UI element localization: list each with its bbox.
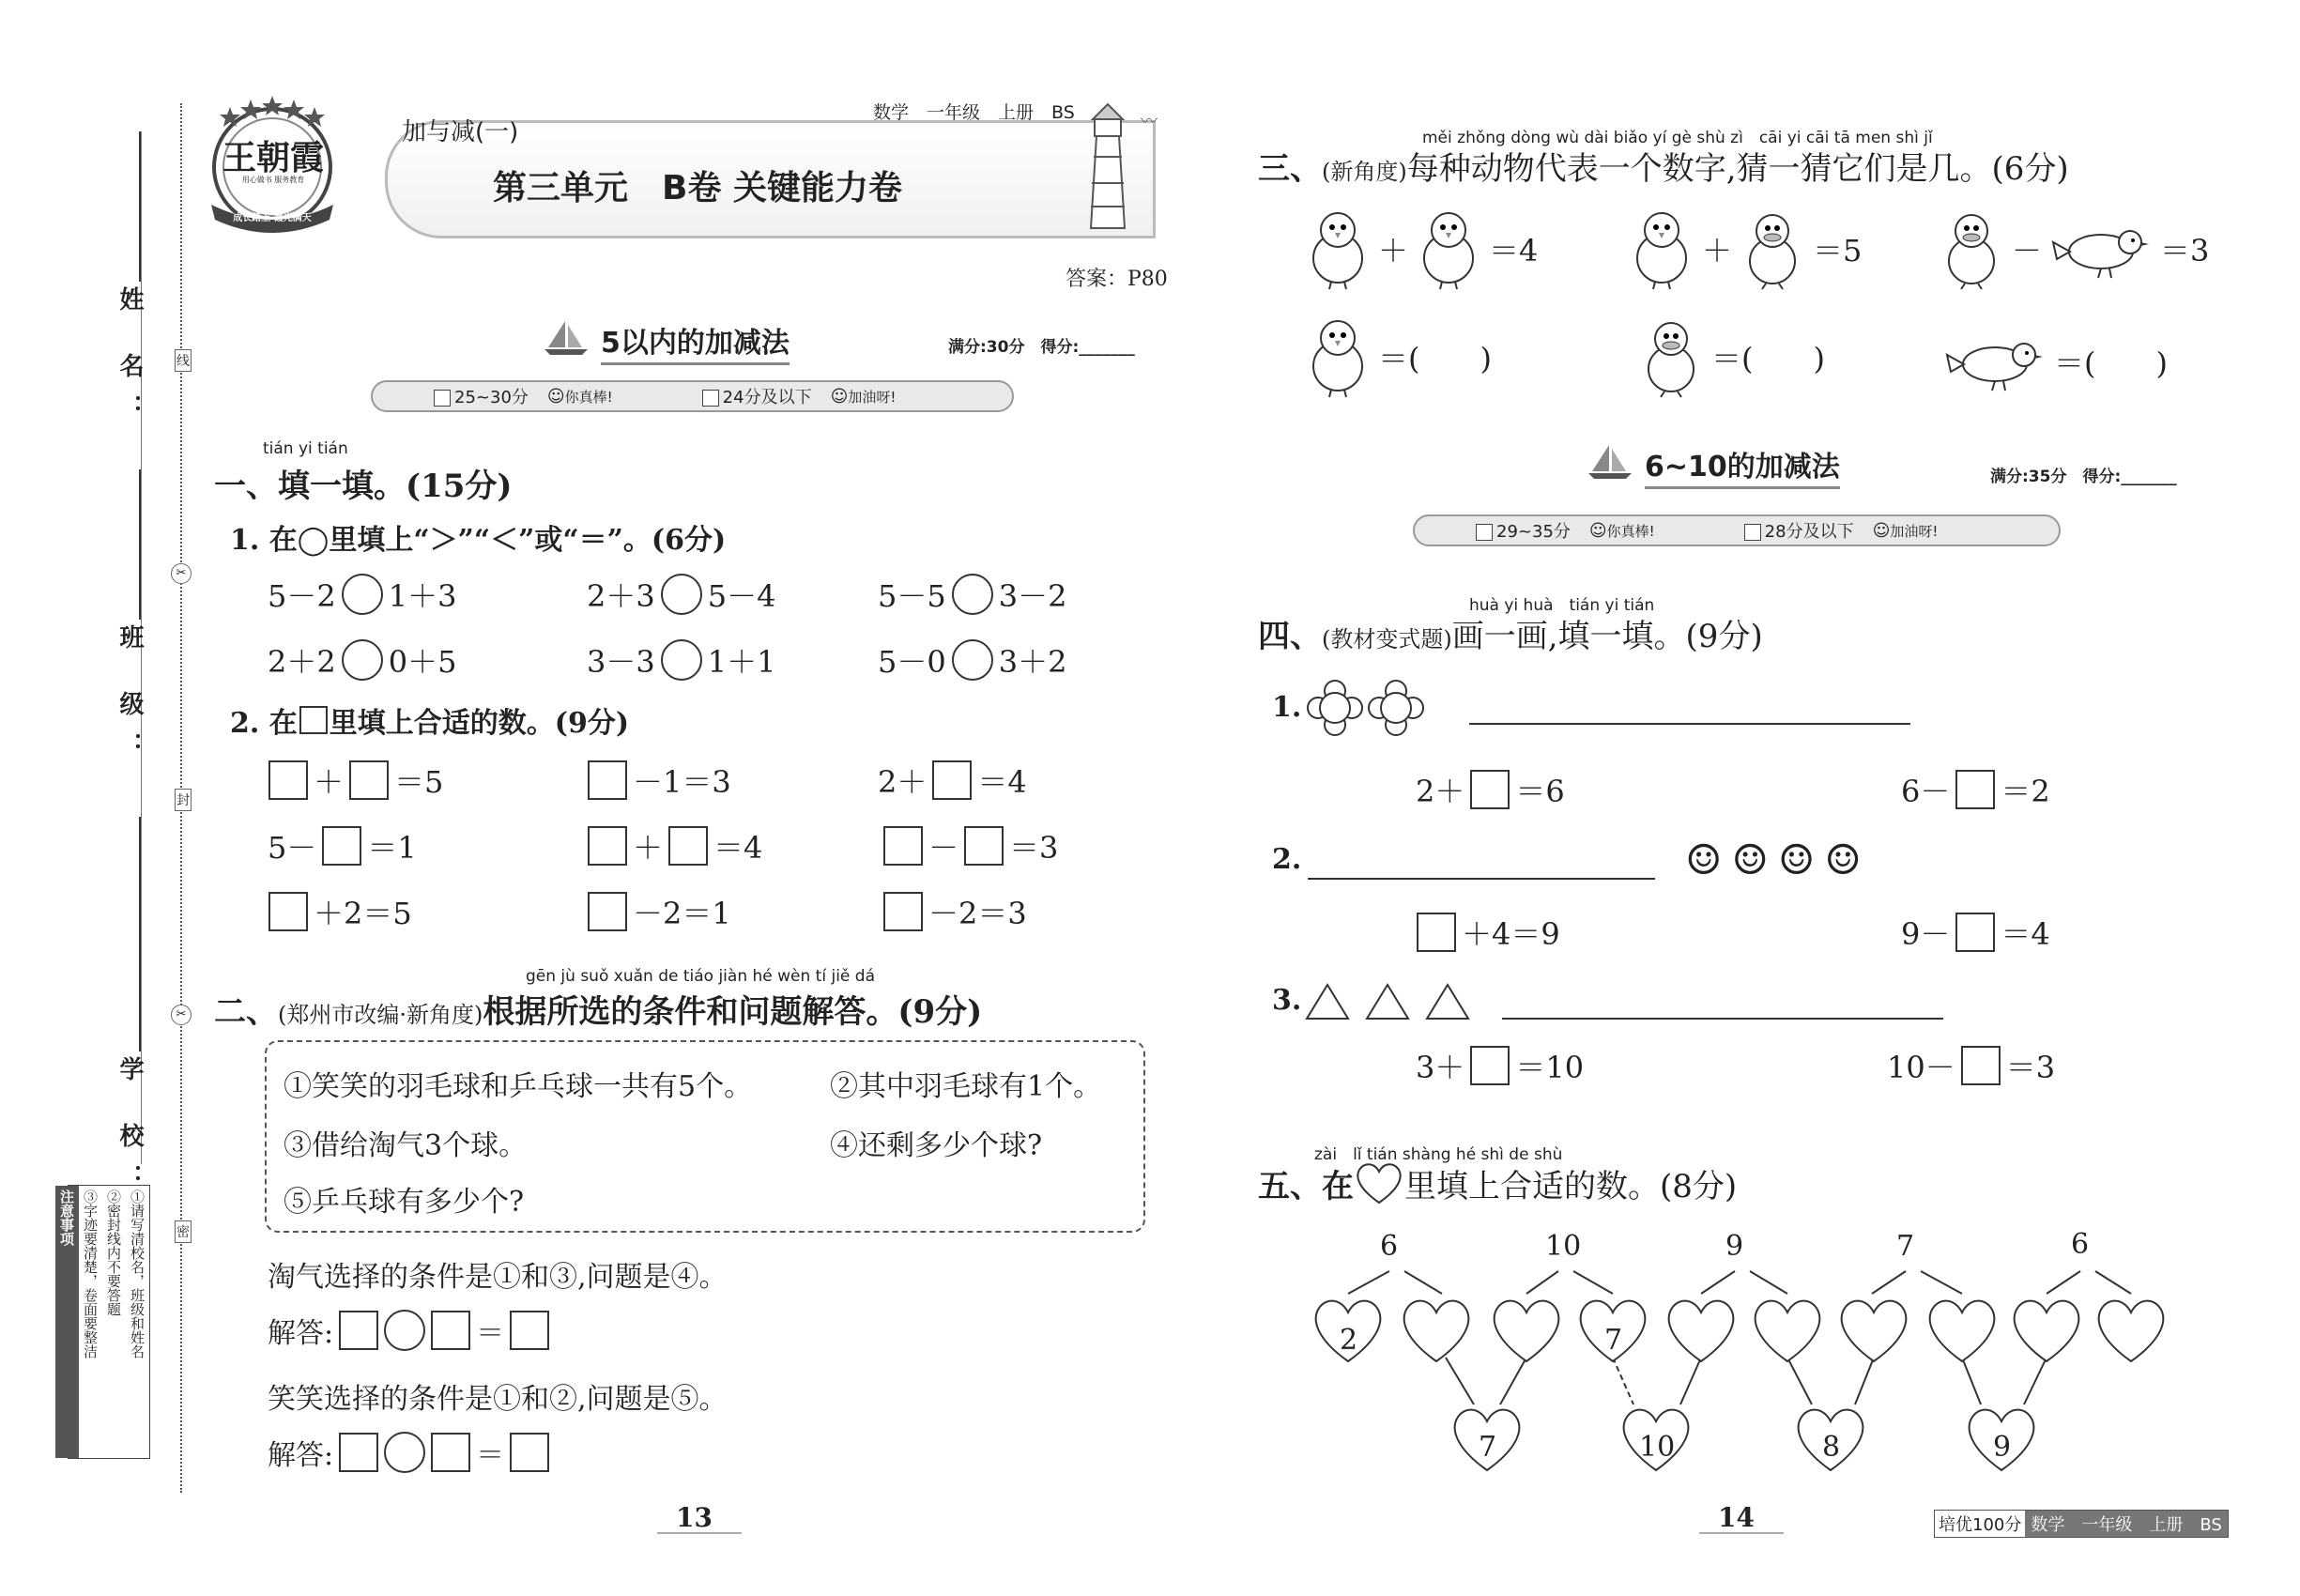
condition-5: ⑤乒乓球有多少个? <box>284 1186 525 1219</box>
q2-title-row: 二、(郑州市改编·新角度)根据所选的条件和问题解答。(9分) <box>214 993 983 1031</box>
answer-box[interactable] <box>268 892 308 931</box>
compare-item: 5－5 3－2 <box>878 573 1066 616</box>
q1-sub2-title: 2. 在 里填上合适的数。(9分) <box>230 707 630 740</box>
grade-good-msg: 你真棒! <box>564 388 613 406</box>
answer-box[interactable] <box>1470 770 1510 809</box>
answer-box[interactable] <box>510 1311 549 1350</box>
answer-box[interactable] <box>268 760 308 800</box>
compare-item: 5－0 3＋2 <box>878 638 1066 682</box>
page-number-left: 13 <box>676 1502 713 1533</box>
fill-item: ＋ ＝4 <box>582 824 762 867</box>
answer-circle[interactable] <box>661 574 702 615</box>
notice-item: ③字迹要清楚，卷面要整洁 <box>82 1189 99 1358</box>
section1-score: 满分:30分 得分:_______ <box>948 338 1135 357</box>
page-title: 第三单元 B卷 关键能力卷 <box>493 169 902 207</box>
heart-box[interactable] <box>1756 1301 1820 1361</box>
compare-item: 2＋3 5－4 <box>587 573 775 616</box>
conditions-box <box>265 1040 1145 1233</box>
fill-item: 2＋ ＝4 <box>878 759 1027 802</box>
condition-4: ④还剩多少个球? <box>830 1129 1043 1162</box>
answer-box[interactable] <box>1961 1046 2001 1085</box>
notice-title: 注意事项 <box>55 1186 79 1458</box>
duck-icon <box>1939 207 2004 291</box>
bird-icon <box>2049 216 2153 282</box>
chick-icon <box>1305 315 1371 399</box>
answer-circle[interactable] <box>952 574 993 615</box>
animal-answer[interactable]: ＝( ) <box>1378 341 1492 376</box>
fill-item: 3＋ ＝10 <box>1416 1044 1584 1087</box>
fill-item: ＋2＝5 <box>263 890 412 933</box>
heart-box[interactable] <box>1669 1301 1734 1361</box>
animal-equation <box>1638 315 1825 399</box>
cut-mark-mi: 密 <box>175 1220 192 1243</box>
fill-item: －2＝1 <box>582 890 731 933</box>
answer-box[interactable] <box>431 1433 470 1472</box>
answer-box[interactable] <box>588 892 627 931</box>
top-number: 10 <box>1545 1230 1582 1263</box>
bottom-number: 7 <box>1479 1431 1497 1464</box>
condition-1: ①笑笑的羽毛球和乒乓球一共有5个。 <box>284 1070 753 1103</box>
bottom-number: 10 <box>1639 1431 1676 1464</box>
heart-box[interactable] <box>2015 1301 2079 1361</box>
q1-sub1-title: 1. 在◯里填上“＞”“＜”或“＝”。(6分) <box>230 524 727 557</box>
top-number: 6 <box>1380 1230 1399 1263</box>
fill-item: 5－ ＝1 <box>268 824 417 867</box>
answer-box[interactable] <box>883 826 923 866</box>
q4-label-1: 1. <box>1272 691 1302 724</box>
school-field[interactable] <box>139 817 141 1051</box>
answer-row: 解答: ＝ <box>268 1310 555 1351</box>
section2-title: 6~10的加减法 <box>1645 443 1840 489</box>
q3-pinyin: měi zhǒng dòng wù dài biǎo yí gè shù zì cāi yi cāi tā men shì jǐ <box>1422 129 1933 147</box>
heart-value: 7 <box>1604 1324 1623 1357</box>
compare-item: 5－2 1＋3 <box>268 573 456 616</box>
q2-line2: 笑笑选择的条件是①和②,问题是⑤。 <box>268 1383 728 1416</box>
answer-box[interactable] <box>1955 913 1995 952</box>
q4-label-2: 2. <box>1272 843 1302 876</box>
scissors-icon: ✂ <box>171 1005 192 1025</box>
q2-pinyin: gēn jù suǒ xuǎn de tiáo jiàn hé wèn tí jiě dá <box>526 967 875 986</box>
topic-label: 加与减(一) <box>402 118 519 146</box>
birds-icon: 〰 <box>1141 112 1158 131</box>
fill-item: ＋4＝9 <box>1411 911 1560 954</box>
sailboat-icon <box>1587 443 1633 484</box>
chick-icon <box>1416 207 1481 291</box>
smiley-icons: ☺☺☺☺ <box>1685 836 1871 884</box>
section2-score: 满分:35分 得分:_______ <box>1990 468 2177 486</box>
answer-box[interactable] <box>431 1311 470 1350</box>
answer-circle[interactable] <box>342 574 383 615</box>
heart-box[interactable] <box>2099 1301 2164 1361</box>
triangle-icons <box>1305 981 1474 1026</box>
top-number: 7 <box>1896 1230 1915 1263</box>
fill-item: －1＝3 <box>582 759 731 802</box>
animal-answer[interactable]: ＝( ) <box>1711 341 1825 376</box>
fill-item: 2＋ ＝6 <box>1416 768 1565 811</box>
wave-decoration <box>657 1532 742 1534</box>
q4-pinyin: huà yi huà tián yi tián <box>1469 596 1655 615</box>
fill-item: 10－ ＝3 <box>1887 1044 2055 1087</box>
grade-good: 25~30分 <box>454 388 529 407</box>
square-icon <box>299 706 328 734</box>
heart-value: 2 <box>1340 1324 1358 1357</box>
animal-equation: ＋ ＝5 <box>1629 207 1862 291</box>
heart-diagram <box>1296 1220 2178 1502</box>
grade-good-msg: 你真棒! <box>1606 522 1655 540</box>
left-margin <box>0 0 188 1596</box>
heart-box[interactable] <box>1495 1301 1559 1361</box>
answer-box[interactable] <box>510 1433 549 1472</box>
answer-circle[interactable] <box>384 1432 425 1473</box>
answer-row: 解答: ＝ <box>268 1432 555 1473</box>
grade-low: 24分及以下 <box>722 388 812 407</box>
sailboat-icon <box>543 319 590 361</box>
compare-item: 3－3 1＋1 <box>587 638 775 682</box>
grade-good: 29~35分 <box>1496 522 1571 542</box>
lighthouse-icon <box>1080 99 1136 230</box>
answer-box[interactable] <box>322 826 361 866</box>
animal-equation <box>1943 324 2168 399</box>
footer-badge <box>1934 1510 2229 1538</box>
chick-icon <box>1305 207 1371 291</box>
duck-icon <box>1740 207 1805 291</box>
name-label: 姓 名： <box>115 286 144 437</box>
answer-box[interactable] <box>932 760 972 800</box>
answer-box[interactable] <box>588 760 627 800</box>
q4-title-row: 四、(教材变式题)画一画,填一填。(9分) <box>1258 618 1763 655</box>
top-number: 9 <box>1725 1230 1744 1263</box>
q3-title-row: 三、(新角度)每种动物代表一个数字,猜一猜它们是几。(6分) <box>1258 150 2069 188</box>
answer-box[interactable] <box>1417 913 1456 952</box>
answer-circle[interactable] <box>661 639 702 681</box>
cut-mark-xian: 线 <box>175 349 192 372</box>
fill-item: －2＝3 <box>878 890 1027 933</box>
heart-box[interactable] <box>1404 1301 1469 1361</box>
answer-box[interactable] <box>668 826 708 866</box>
grade-checkbox[interactable] <box>1744 524 1761 541</box>
condition-2: ②其中羽毛球有1个。 <box>830 1070 1102 1103</box>
answer-circle[interactable] <box>342 639 383 681</box>
flower-icon <box>1305 678 1427 742</box>
animal-equation: ＋ ＝4 <box>1305 207 1538 291</box>
grade-checkbox[interactable] <box>1476 524 1493 541</box>
q2-line1: 淘气选择的条件是①和③,问题是④。 <box>268 1261 728 1294</box>
answer-box[interactable] <box>349 760 389 800</box>
q5-title-row: 五、在 里填上合适的数。(8分) <box>1258 1159 1737 1206</box>
answer-box[interactable] <box>339 1311 378 1350</box>
section2-grade-bar <box>1413 514 2061 546</box>
answer-box[interactable] <box>883 892 923 931</box>
heart-icon <box>1354 1159 1404 1206</box>
section1-title: 5以内的加减法 <box>601 319 790 365</box>
bottom-number: 9 <box>1993 1431 2012 1464</box>
animal-equation: － ＝3 <box>1939 207 2209 291</box>
brand-name: 王朝霞 <box>222 138 324 177</box>
class-field[interactable] <box>139 469 141 620</box>
answer-box[interactable] <box>1470 1046 1510 1085</box>
name-field[interactable] <box>139 131 141 282</box>
answer-box[interactable] <box>588 826 627 866</box>
answer-box[interactable] <box>1955 770 1995 809</box>
page-number-right: 14 <box>1718 1502 1755 1533</box>
top-number: 6 <box>2071 1228 2090 1261</box>
footer-info: 数学 一年级 上册 BS <box>2025 1511 2227 1537</box>
compare-item: 2＋2 0＋5 <box>268 638 456 682</box>
bottom-number: 8 <box>1822 1431 1841 1464</box>
wave-decoration <box>1699 1532 1784 1534</box>
duck-icon <box>1638 315 1704 399</box>
condition-3: ③借给淘气3个球。 <box>284 1129 528 1162</box>
footer-tag: 培优100分 <box>1935 1511 2025 1537</box>
chick-icon <box>1629 207 1694 291</box>
q1-title: 一、填一填。(15分) <box>214 468 513 505</box>
subject-line: 数学 一年级 上册 BS <box>873 102 1075 123</box>
class-label: 班 级： <box>115 624 144 775</box>
fill-item: ＋ ＝5 <box>263 759 443 802</box>
animal-equation <box>1305 315 1492 399</box>
bird-icon <box>1943 329 2047 394</box>
school-label: 学 校： <box>115 1056 144 1206</box>
cut-mark-feng: 封 <box>175 789 192 811</box>
smile-icon: ☺ <box>1588 520 1607 541</box>
answer-circle[interactable] <box>952 639 993 681</box>
q1-pinyin: tián yi tián <box>263 439 348 458</box>
q4-label-3: 3. <box>1272 984 1302 1017</box>
answer-ref: 答案：P80 <box>1066 268 1168 291</box>
smile-icon: ☺ <box>830 386 849 407</box>
notice-box <box>58 1185 150 1459</box>
fill-item: 9－ ＝4 <box>1901 911 2050 954</box>
answer-line[interactable] <box>1469 723 1910 725</box>
answer-box[interactable] <box>339 1433 378 1472</box>
grade-low-msg: 加油呀! <box>848 388 897 406</box>
smile-icon: ☺ <box>546 386 565 407</box>
answer-box[interactable] <box>964 826 1004 866</box>
notice-item: ②密封线内不要答题 <box>105 1189 122 1316</box>
answer-circle[interactable] <box>384 1310 425 1351</box>
grade-checkbox[interactable] <box>702 390 719 407</box>
scissors-icon: ✂ <box>171 563 192 584</box>
fill-item: － ＝3 <box>878 824 1058 867</box>
answer-line[interactable] <box>1308 878 1655 880</box>
heart-box[interactable] <box>1842 1301 1907 1361</box>
heart-box[interactable] <box>1930 1301 1995 1361</box>
grade-low: 28分及以下 <box>1764 522 1854 542</box>
q5-pinyin: zài lǐ tián shàng hé shì de shù <box>1314 1145 1563 1164</box>
grade-checkbox[interactable] <box>434 390 451 407</box>
animal-answer[interactable]: ＝( ) <box>2054 345 2168 381</box>
answer-line[interactable] <box>1502 1018 1943 1020</box>
smile-icon: ☺ <box>1872 520 1891 541</box>
section1-grade-bar <box>371 380 1014 412</box>
notice-item: ①请写清校名，班级和姓名 <box>129 1189 146 1358</box>
brand-logo <box>202 94 343 235</box>
fill-item: 6－ ＝2 <box>1901 768 2050 811</box>
grade-low-msg: 加油呀! <box>1890 522 1939 540</box>
brand-motto: 成长路上 霞光满天 <box>233 213 312 223</box>
brand-tag: 用心做书 服务教育 <box>241 176 305 184</box>
